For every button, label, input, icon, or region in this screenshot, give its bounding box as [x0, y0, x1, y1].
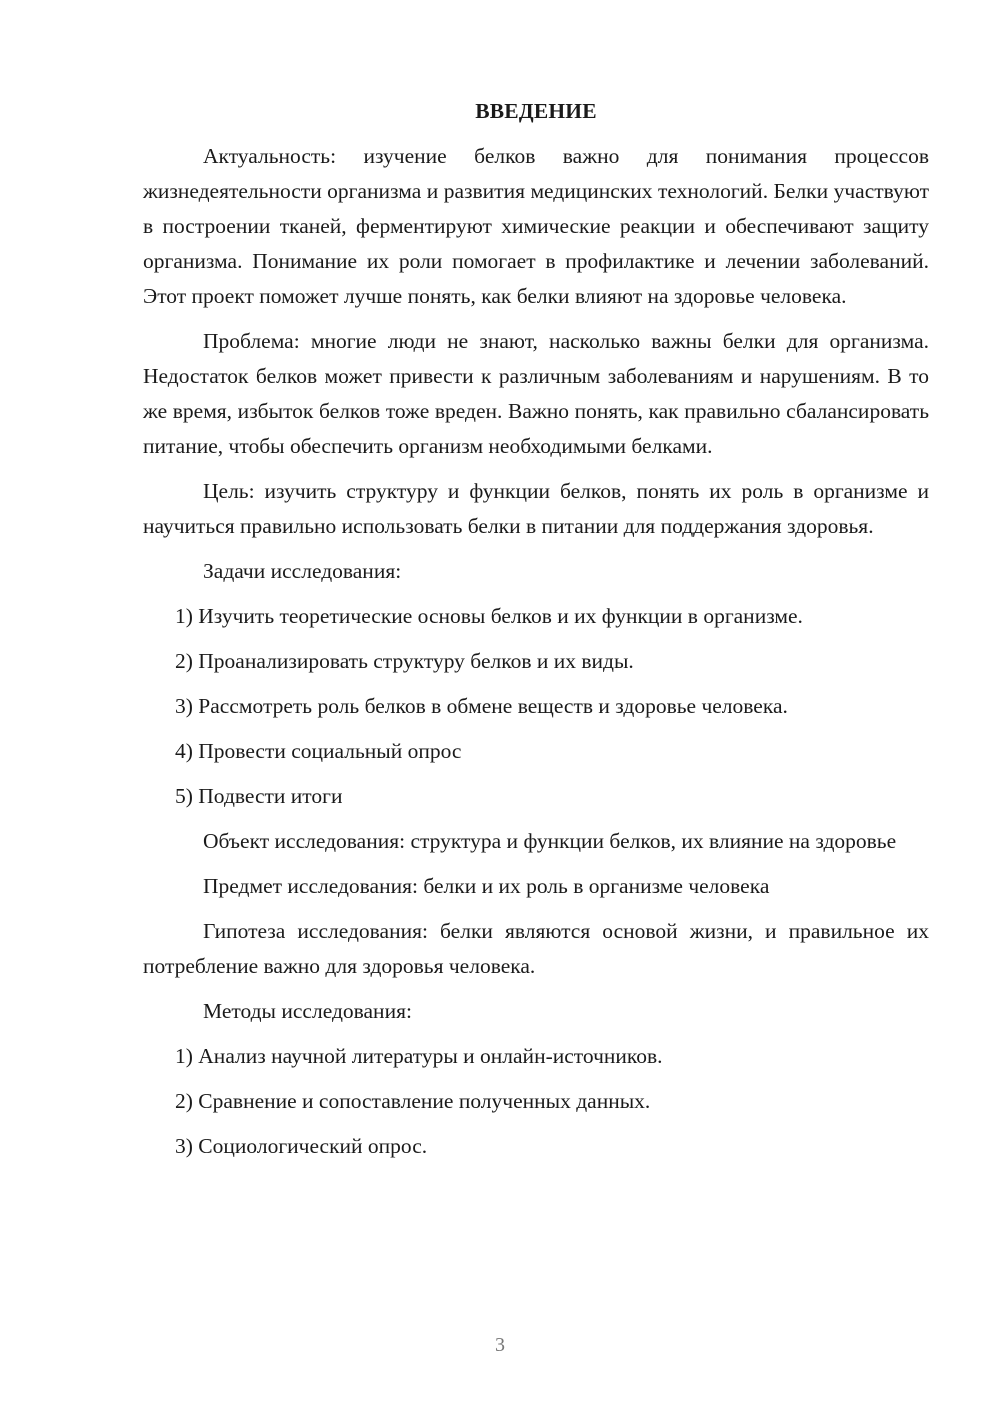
page-content [143, 96, 929, 1174]
goal-paragraph: Цель: изучить структуру и функции белков, понять их роль в организме и научиться правильно использовать белки в питании для поддержания здоровья. [143, 479, 929, 538]
list-item: 4) Провести социальный опрос [175, 739, 462, 763]
tasks-label: Задачи исследования: [203, 559, 402, 583]
page-number: 3 [495, 1334, 505, 1356]
list-item: 2) Проанализировать структуру белков и их виды. [175, 649, 634, 673]
page-title: ВВЕДЕНИЕ [475, 99, 597, 123]
list-item: 5) Подвести итоги [175, 784, 343, 808]
list-item: 1) Анализ научной литературы и онлайн-источников. [175, 1044, 663, 1068]
object-paragraph: Объект исследования: структура и функции белков, их влияние на здоровье [203, 829, 897, 853]
methods-label: Методы исследования: [203, 999, 412, 1023]
tasks-list [143, 599, 929, 814]
problem-paragraph: Проблема: многие люди не знают, насколько важны белки для организма. Недостаток белков может привести к различным заболеваниям и нарушениям. В то же время, избыток белков тоже вреден. Важно понять, как правильно сбалансировать питание, чтобы обеспечить организм необходимыми белками. [143, 329, 929, 458]
methods-list [143, 1039, 929, 1164]
list-item: 3) Социологический опрос. [175, 1134, 428, 1158]
subject-paragraph: Предмет исследования: белки и их роль в организме человека [203, 874, 770, 898]
relevance-paragraph: Актуальность: изучение белков важно для понимания процессов жизнедеятельности организма и развития медицинских технологий. Белки участвуют в построении тканей, ферментируют химические реакции и обеспечивают защиту организма. Понимание их роли помогает в профилактике и лечении заболеваний. Этот проект поможет лучше понять, как белки влияют на здоровье человека. [143, 144, 929, 308]
list-item: 3) Рассмотреть роль белков в обмене веществ и здоровье человека. [175, 694, 788, 718]
list-item: 2) Сравнение и сопоставление полученных данных. [175, 1089, 651, 1113]
list-item: 1) Изучить теоретические основы белков и их функции в организме. [175, 604, 803, 628]
hypothesis-paragraph: Гипотеза исследования: белки являются основой жизни, и правильное их потребление важно для здоровья человека. [143, 919, 929, 978]
